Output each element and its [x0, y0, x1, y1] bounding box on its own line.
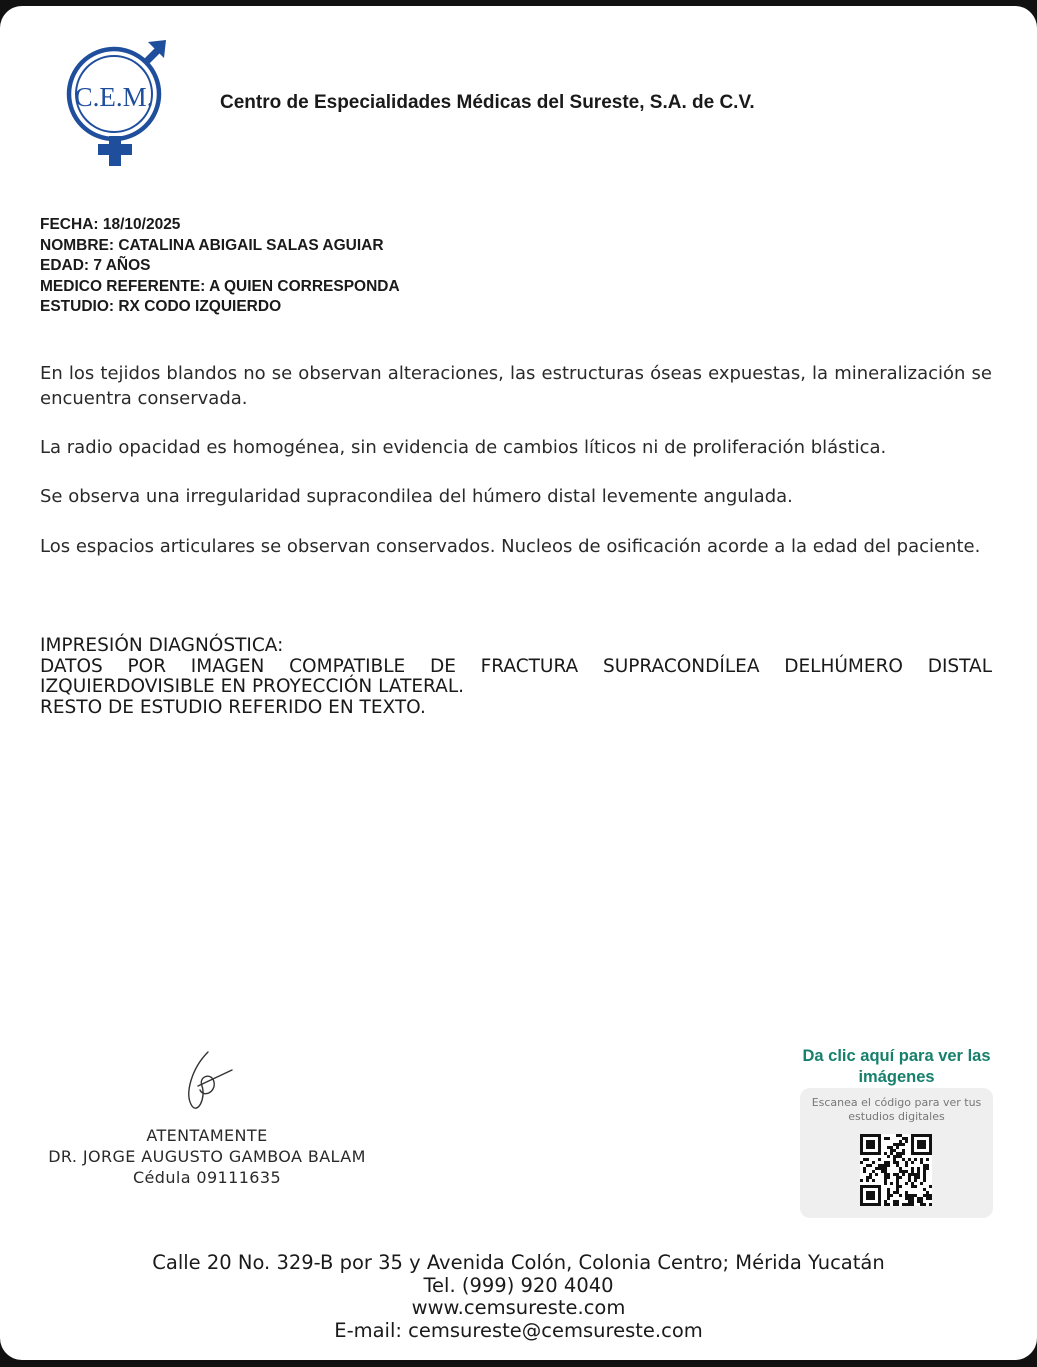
qr-card[interactable]: [800, 1088, 993, 1218]
footer-address: Calle 20 No. 329-B por 35 y Avenida Colón, Colonia Centro; Mérida Yucatán: [152, 1251, 885, 1274]
patient-info: [40, 215, 400, 318]
impression-heading: IMPRESIÓN DIAGNÓSTICA:: [40, 635, 284, 656]
report-date: FECHA: 18/10/2025: [40, 216, 181, 233]
finding-paragraph: La radio opacidad es homogénea, sin evidencia de cambios líticos ni de proliferación blástica.: [40, 437, 887, 458]
patient-age: EDAD: 7 AÑOS: [40, 257, 151, 275]
doctor-license: Cédula 09111635: [132, 1168, 282, 1187]
finding-paragraph: Los espacios articulares se observan conservados. Nucleos de osificación acorde a la edad del paciente.: [40, 536, 981, 557]
study-type: ESTUDIO: RX CODO IZQUIERDO: [40, 298, 282, 316]
impression-line: DATOS POR IMAGEN COMPATIBLE DE FRACTURA SUPRACONDÍLEA DELHÚMERO DISTAL: [40, 655, 992, 677]
qr-code[interactable]: [860, 1134, 932, 1206]
report-page: [0, 6, 1037, 1360]
diagnostic-impression: [40, 636, 992, 718]
handwritten-signature: [178, 1046, 238, 1116]
logo-text: C.E.M.: [74, 82, 154, 112]
footer-website[interactable]: www.cemsureste.com: [411, 1296, 626, 1319]
referring-physician: MEDICO REFERENTE: A QUIEN CORRESPONDA: [40, 277, 400, 295]
footer: [0, 1252, 1037, 1342]
closing-text: ATENTAMENTE: [146, 1126, 268, 1145]
finding-paragraph: Se observa una irregularidad supracondilea del húmero distal levemente angulada.: [40, 486, 793, 507]
cem-logo: [62, 36, 172, 168]
finding-paragraph: En los tejidos blandos no se observan alteraciones, las estructuras óseas expuestas, la mineralización se encuentra conservada.: [40, 363, 992, 409]
qr-caption: Escanea el código para ver tus estudios digitales: [811, 1096, 982, 1123]
footer-phone: Tel. (999) 920 4040: [423, 1273, 614, 1297]
doctor-name: DR. JORGE AUGUSTO GAMBOA BALAM: [48, 1147, 366, 1166]
footer-email[interactable]: E-mail: cemsureste@cemsureste.com: [334, 1318, 703, 1342]
company-name: Centro de Especialidades Médicas del Sureste, S.A. de C.V.: [220, 92, 755, 113]
patient-name: NOMBRE: CATALINA ABIGAIL SALAS AGUIAR: [40, 236, 384, 254]
impression-line: IZQUIERDOVISIBLE EN PROYECCIÓN LATERAL.: [40, 676, 465, 697]
signature-block: [40, 1125, 374, 1188]
impression-line: RESTO DE ESTUDIO REFERIDO EN TEXTO.: [40, 696, 426, 718]
view-images-link[interactable]: Da clic aquí para ver las imágenes: [802, 1047, 991, 1086]
